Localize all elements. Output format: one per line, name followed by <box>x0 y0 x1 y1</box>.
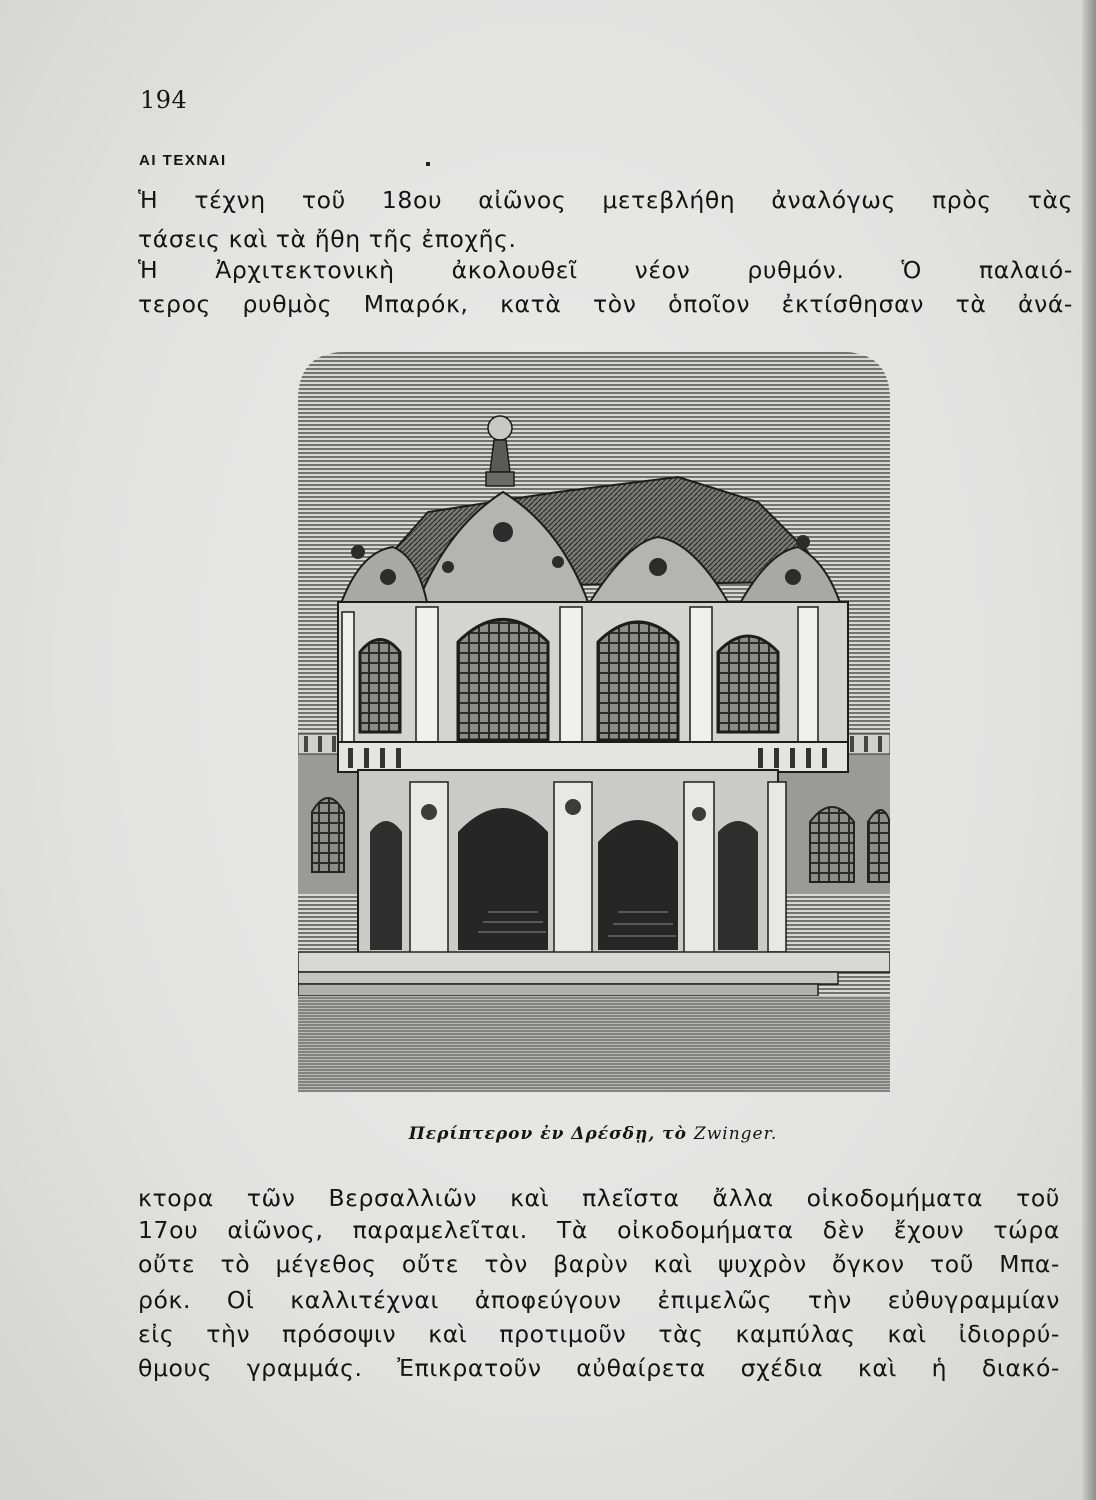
engraving-illustration <box>298 352 890 1092</box>
paragraph-line: 17ου αἰῶνος, παραμελεῖται. Τὰ οἰκοδομήματα δὲν ἔχουν τώρα <box>138 1216 1060 1244</box>
paragraph-line: θμους γραμμάς. Ἐπικρατοῦν αὐθαίρετα σχέδια καὶ ἡ διακό- <box>138 1354 1060 1382</box>
figure-caption <box>368 1124 818 1144</box>
paragraph-line: Ἡ τέχνη τοῦ 18ου αἰῶνος μετεβλήθη ἀναλόγως πρὸς τὰς <box>138 186 1073 214</box>
caption-greek: Περίπτερον ἐν Δρέσδῃ, τὸ <box>408 1124 687 1144</box>
paragraph-line: κτορα τῶν Βερσαλλιῶν καὶ πλεῖστα ἄλλα οἰκοδομήματα τοῦ <box>138 1184 1060 1212</box>
zwinger-pavilion-engraving <box>298 352 890 1092</box>
paragraph-line: ρόκ. Οἱ καλλιτέχναι ἀποφεύγουν ἐπιμελῶς τὴν εὐθυγραμμίαν <box>138 1286 1060 1314</box>
paragraph-line: τερος ρυθμὸς Μπαρόκ, κατὰ τὸν ὁποῖον ἐκτίσθησαν τὰ ἀνά- <box>138 290 1073 318</box>
paragraph-line: τάσεις καὶ τὰ ἤθη τῆς ἐποχῆς. <box>138 225 517 253</box>
caption-latin: Zwinger. <box>693 1124 778 1144</box>
page-edge-shadow <box>1082 0 1096 1500</box>
page-number: 194 <box>140 86 188 114</box>
paragraph-line: Ἡ Ἀρχιτεκτονικὴ ἀκολουθεῖ νέον ρυθμόν. Ὁ παλαιό- <box>138 256 1073 284</box>
paragraph-line: οὔτε τὸ μέγεθος οὔτε τὸν βαρὺν καὶ ψυχρὸν ὄγκον τοῦ Μπα- <box>138 1250 1060 1278</box>
paragraph-line: εἰς τὴν πρόσοψιν καὶ προτιμοῦν τὰς καμπύλας καὶ ἰδιορρύ- <box>138 1320 1060 1348</box>
print-speck <box>426 162 430 166</box>
running-head: ΑΙ ΤΕΧΝΑΙ <box>139 152 227 169</box>
